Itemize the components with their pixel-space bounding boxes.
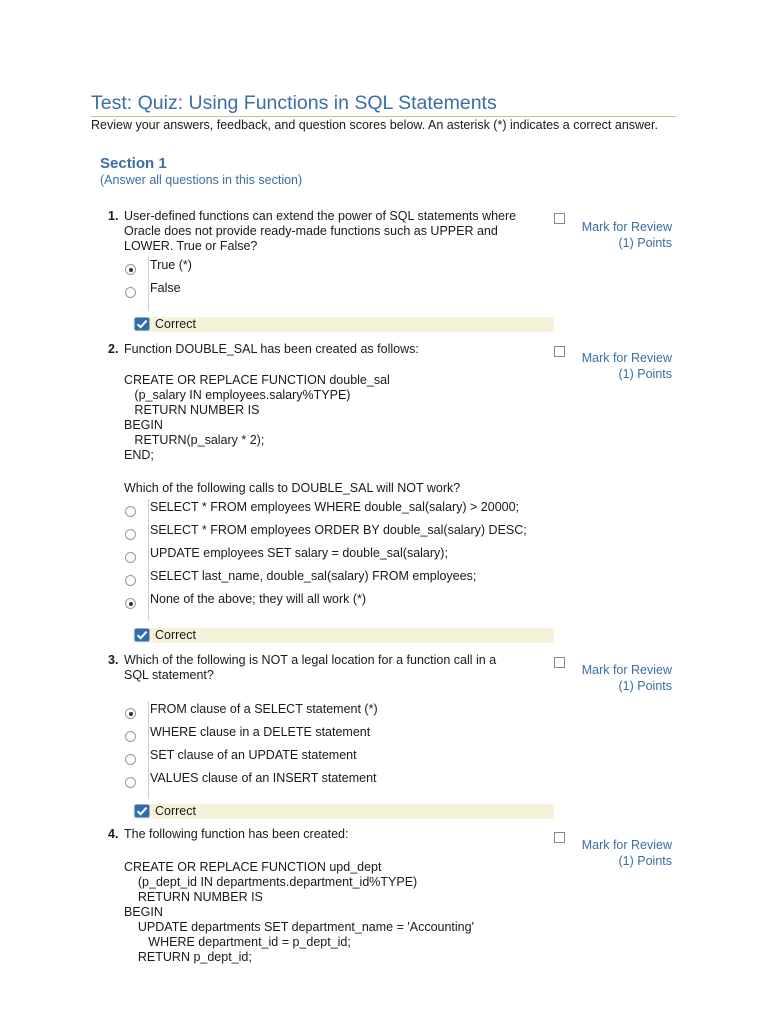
radio-selected-icon[interactable] [125,264,136,275]
feedback-bar [133,317,554,332]
radio-selected-icon[interactable] [125,598,136,609]
question-number: 2. [108,342,119,356]
feedback-bar [133,628,554,643]
points-label: (1) Points [618,236,672,250]
radio-icon[interactable] [125,529,136,540]
radio-icon[interactable] [125,731,136,742]
checkmark-icon [134,628,150,642]
points-label: (1) Points [618,854,672,868]
feedback-bar [133,804,554,819]
section-subtitle: (Answer all questions in this section) [100,173,303,187]
section-title: Section 1 [100,155,167,172]
question-text: User-defined functions can extend the power of SQL statements where Oracle does not provide ready-made functions such as UPPER and LOWER. True or False? [124,209,517,253]
radio-selected-icon[interactable] [125,708,136,719]
feedback-text: Correct [155,628,196,642]
mark-for-review [576,350,672,382]
mark-for-review-checkbox[interactable] [554,213,565,224]
radio-icon[interactable] [125,506,136,517]
quiz-page [91,92,676,188]
question-number: 3. [108,653,119,667]
question-text: The following function has been created: [124,827,349,841]
question-prompt: Which of the following calls to DOUBLE_SAL will NOT work? [124,481,461,495]
feedback-text: Correct [155,317,196,331]
mark-for-review [576,662,672,694]
radio-icon[interactable] [125,552,136,563]
code-block: CREATE OR REPLACE FUNCTION double_sal (p_salary IN employees.salary%TYPE) RETURN NUMBER IS BEGIN RETURN(p_salary * 2); END; [124,373,390,462]
question-number: 1. [108,209,119,223]
mark-for-review-checkbox[interactable] [554,657,565,668]
radio-icon[interactable] [125,754,136,765]
mark-for-review [576,837,672,869]
options-divider [148,499,149,620]
radio-icon[interactable] [125,777,136,788]
points-label: (1) Points [618,367,672,381]
mark-for-review [576,219,672,251]
mark-for-review-label[interactable]: Mark for Review [581,220,672,234]
mark-for-review-label[interactable]: Mark for Review [581,838,672,852]
question-text: Which of the following is NOT a legal location for a function call in a SQL statement? [124,653,497,682]
radio-icon[interactable] [125,287,136,298]
options-divider [148,701,149,799]
checkmark-icon [134,317,150,331]
question-text: Function DOUBLE_SAL has been created as follows: [124,342,419,356]
mark-for-review-label[interactable]: Mark for Review [581,351,672,365]
code-block: CREATE OR REPLACE FUNCTION upd_dept (p_dept_id IN departments.department_id%TYPE) RETURN NUMBER IS BEGIN UPDATE departments SET department_name = 'Accounting' WHERE department_id = p_dept_id; RETURN p_dept_id; [124,860,474,964]
points-label: (1) Points [618,679,672,693]
mark-for-review-checkbox[interactable] [554,346,565,357]
radio-icon[interactable] [125,575,136,586]
mark-for-review-label[interactable]: Mark for Review [581,663,672,677]
checkmark-icon [134,804,150,818]
page-title: Test: Quiz: Using Functions in SQL Statements [91,92,676,117]
mark-for-review-checkbox[interactable] [554,832,565,843]
question-number: 4. [108,827,119,841]
intro-text: Review your answers, feedback, and question scores below. An asterisk (*) indicates a correct answer. [91,118,658,132]
options-divider [148,257,149,311]
feedback-text: Correct [155,804,196,818]
